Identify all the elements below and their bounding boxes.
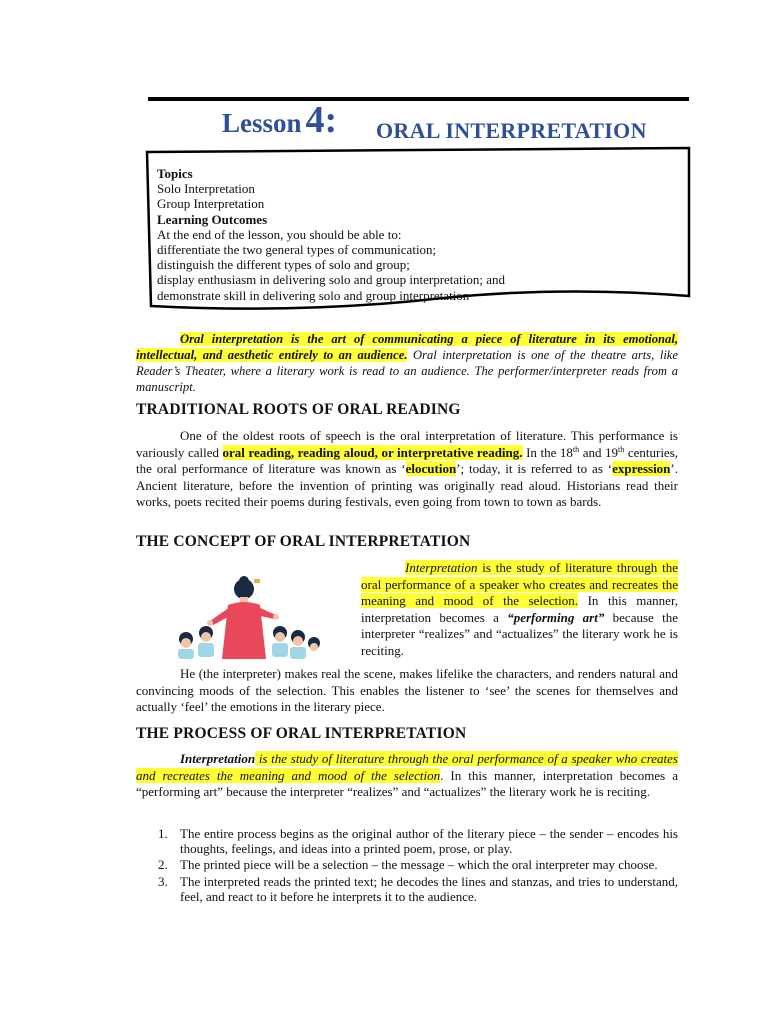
highlight-run: is the study of literature through the oral performance of a speaker who creates and recreates the meaning and mood of the selection.: [361, 560, 678, 609]
highlight-run: elocution: [405, 461, 457, 477]
superscript: th: [572, 444, 580, 454]
text-run: One of the oldest roots of speech is the oral interpretation of literature. This performance is variously called: [136, 428, 678, 460]
outcome-item: differentiate the two general types of communication;: [157, 242, 437, 258]
text-run: because the interpreter “realizes” and “actualizes” the literary work he is reciting.: [361, 609, 678, 658]
step-number: 3.: [158, 873, 168, 889]
text-run: In this manner, interpretation becomes a: [361, 593, 679, 625]
step-text: The printed piece will be a selection – the message – which the oral interpreter may choose.: [180, 857, 658, 873]
step-number: 2.: [158, 857, 168, 873]
concept-heading: THE CONCEPT OF ORAL INTERPRETATION: [136, 533, 471, 550]
lesson-number: 4:: [305, 99, 338, 141]
highlight-run: expression: [612, 461, 671, 477]
text-run: In the 18: [522, 444, 573, 460]
outcomes-heading: Learning Outcomes: [157, 211, 268, 227]
text-run: and 19: [579, 444, 619, 460]
term: Interpretation: [180, 751, 256, 766]
traditional-heading: TRADITIONAL ROOTS OF ORAL READING: [136, 401, 461, 418]
traditional-paragraph: [136, 428, 678, 511]
outcome-item: display enthusiasm in delivering solo and group interpretation; and: [157, 272, 506, 288]
text-run: ’; today, it is referred to as ‘: [456, 461, 613, 477]
topics-box: [143, 146, 691, 316]
concept-paragraph: [361, 560, 678, 660]
text-run: . In this manner, interpretation becomes a “performing art” because the interpreter “realizes” and “actualizes” the literary work he is reciting.: [136, 767, 678, 800]
highlight-run: is the study of literature through the oral performance of a speaker who creates and recreates the meaning and mood of the selection: [136, 751, 678, 783]
process-heading: THE PROCESS OF ORAL INTERPRETATION: [136, 725, 467, 742]
lesson-word: Lesson: [222, 108, 302, 138]
list-item: [158, 826, 678, 856]
step-text: The interpreted reads the printed text; he decodes the lines and stanzas, and tries to understand, feel, and react to it before he interprets it to the audience.: [180, 873, 678, 904]
concept-paragraph-2: He (the interpreter) makes real the scene, makes lifelike the characters, and renders natural and convincing moods of the selection. This enables the listener to ‘see’ the scenes for themselves and actually ‘feel’ the emotions in the literary piece.: [136, 666, 678, 715]
lesson-title: ORAL INTERPRETATION: [376, 118, 647, 143]
intro-rest: Oral interpretation is one of the theatre arts, like Reader’s Theater, where a literary work is read to an audience. The performer/interpreter reads from a manuscript.: [136, 348, 678, 394]
process-steps-list: [158, 826, 678, 905]
outcomes-intro: At the end of the lesson, you should be able to:: [157, 226, 402, 242]
text-run: ’. Ancient literature, before the invention of printing was originally read aloud. Historians read their works, poets recited their poems during festivals, even going from town to town as bards.: [136, 461, 678, 510]
topic-item: Solo Interpretation: [157, 181, 255, 197]
intro-paragraph: [136, 331, 678, 395]
process-paragraph: [136, 751, 678, 801]
lesson-heading: [222, 98, 337, 142]
highlight-run: oral reading, reading aloud, or interpretative reading.: [222, 444, 523, 460]
superscript: th: [618, 444, 625, 454]
step-text: The entire process begins as the original author of the literary piece – the sender – encodes his thoughts, feelings, and ideas into a printed poem, prose, or play.: [180, 826, 678, 857]
topics-heading: Topics: [157, 166, 193, 181]
bold-italic-run: “performing art”: [507, 609, 605, 625]
list-item: [158, 874, 678, 904]
term: Interpretation: [405, 560, 478, 575]
step-number: 1.: [158, 826, 168, 841]
outcome-item: demonstrate skill in delivering solo and group interpretation: [157, 287, 470, 303]
list-item: [158, 857, 678, 872]
speaker-audience-illustration: [170, 575, 320, 660]
topic-item: Group Interpretation: [157, 196, 265, 212]
text-run: centuries, the oral performance of literature was known as ‘: [136, 444, 679, 477]
outcome-item: distinguish the different types of solo and group;: [157, 257, 410, 273]
intro-highlight: Oral interpretation is the art of communicating a piece of literature in its emotional, intellectual, and aesthetic entirely to an audience.: [136, 332, 678, 362]
